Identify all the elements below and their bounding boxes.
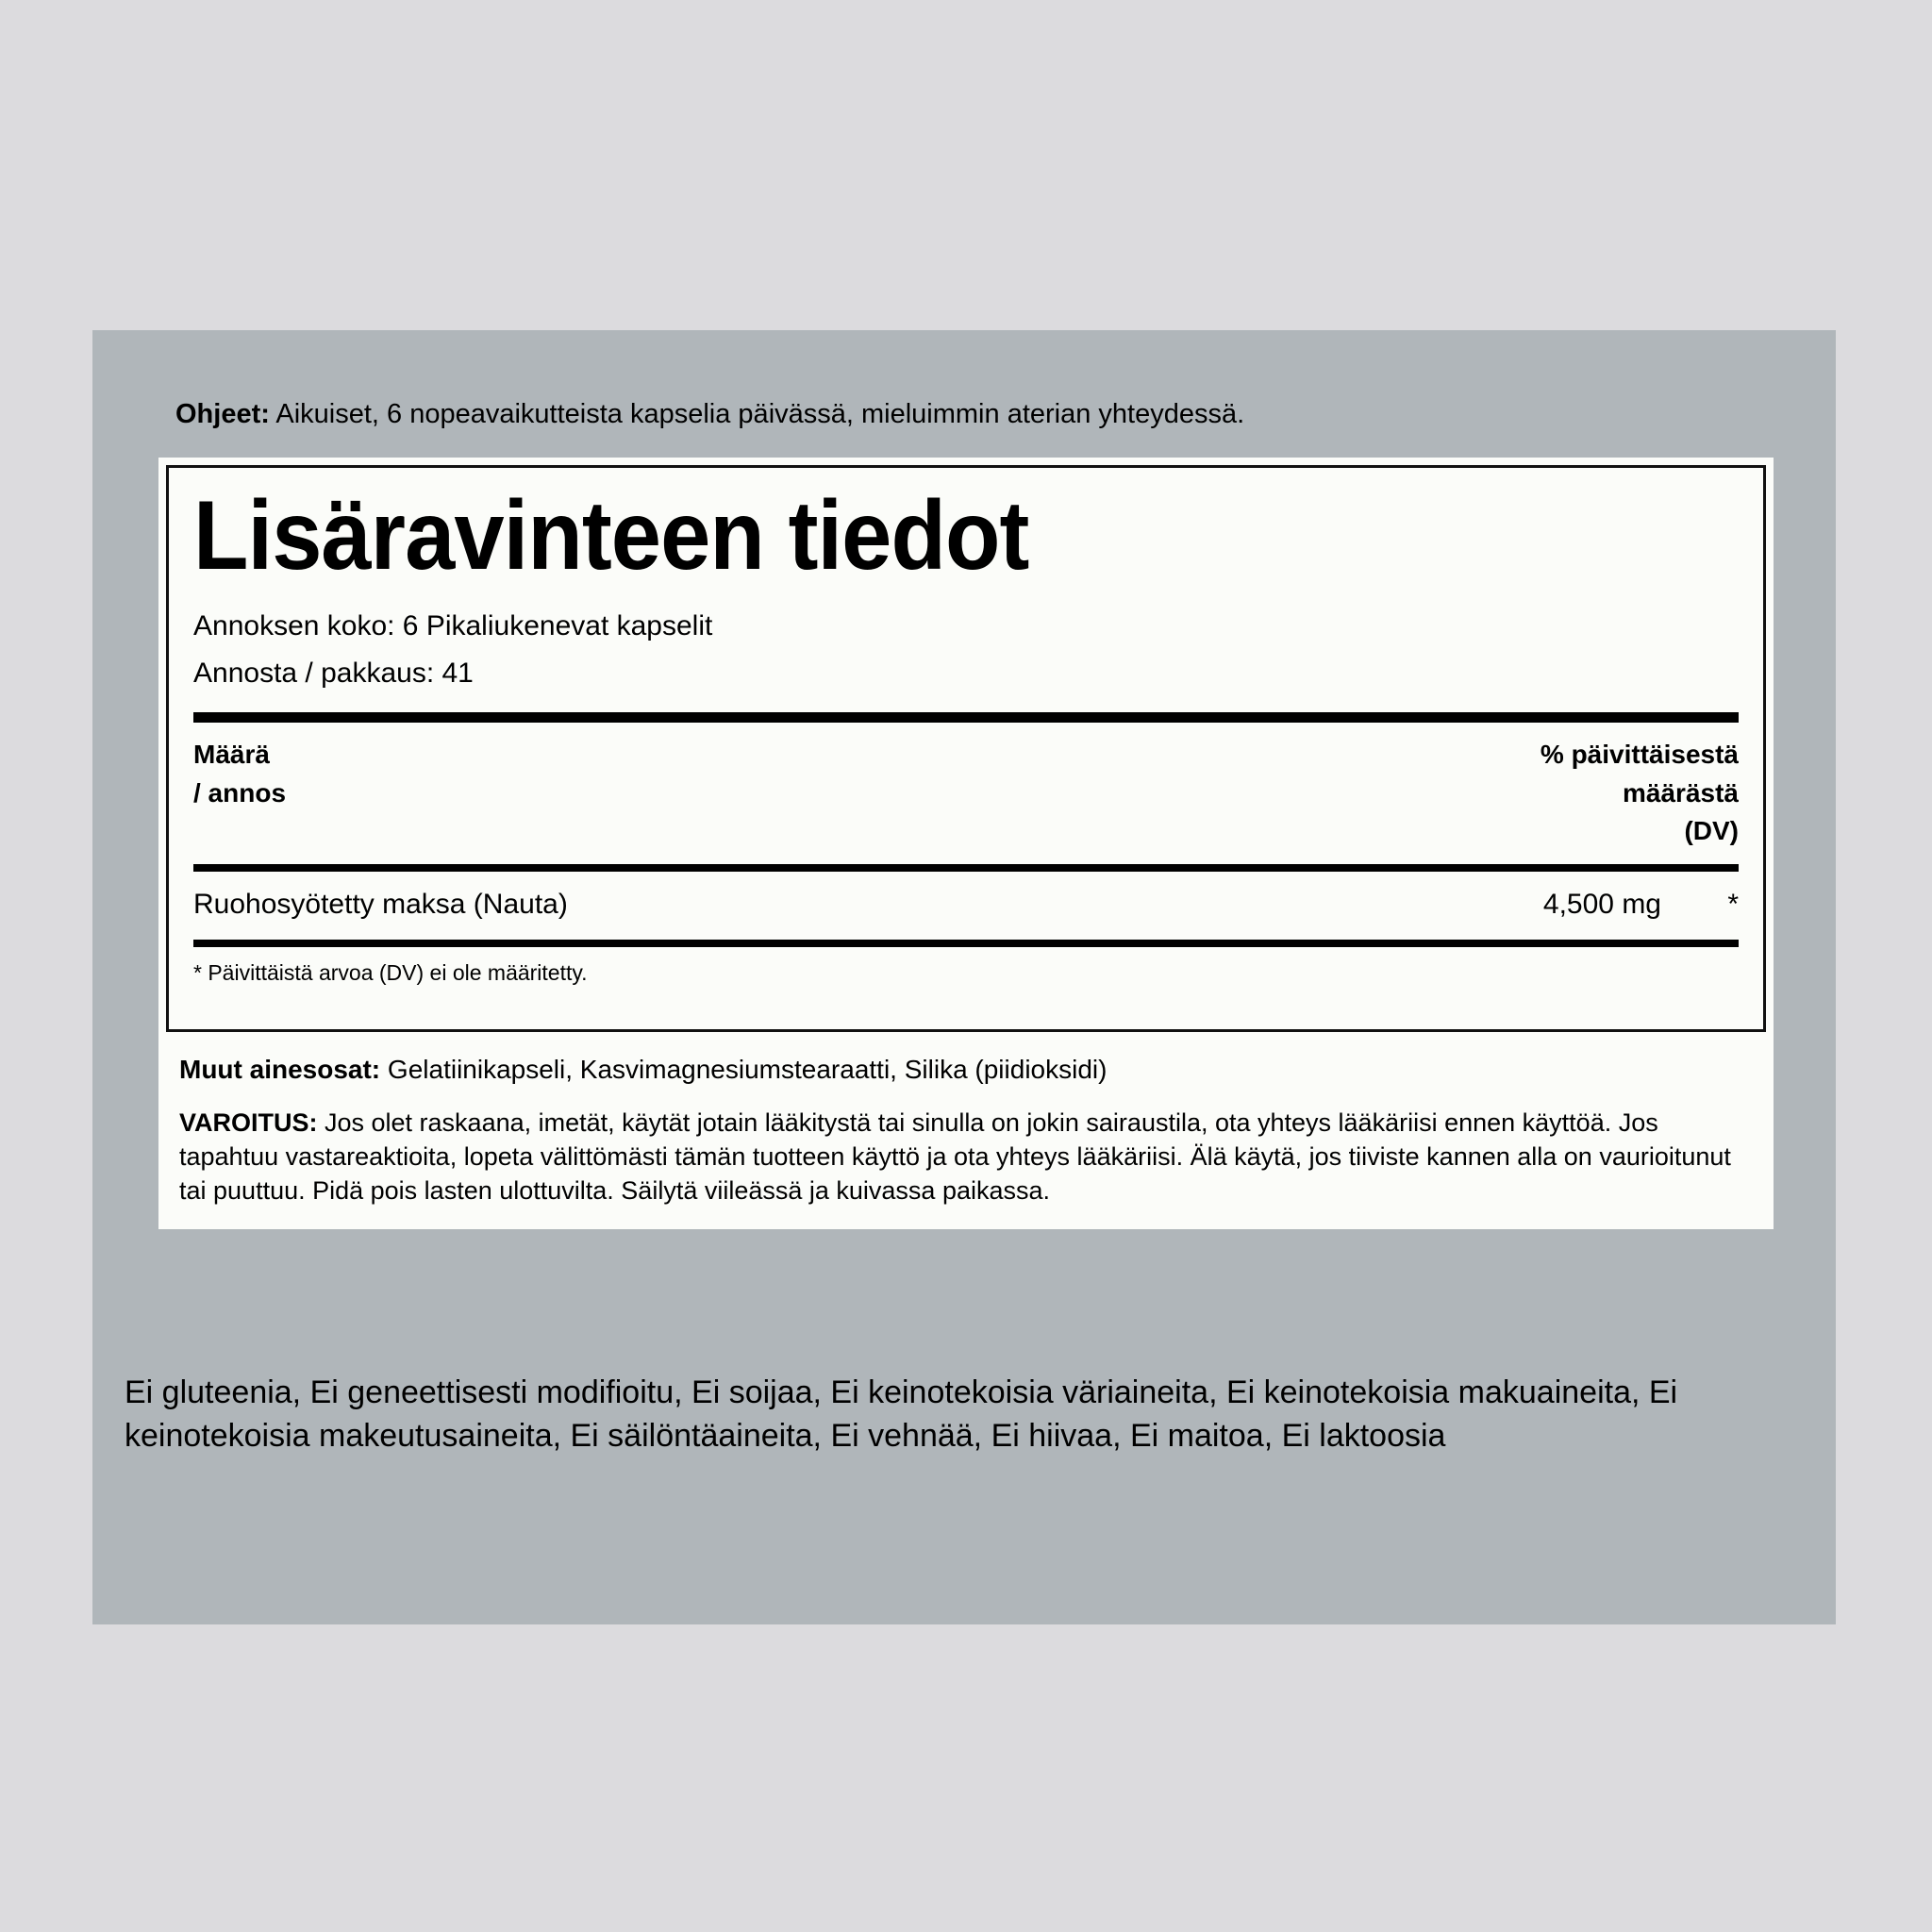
rule-below-nutrient-row: [193, 940, 1739, 947]
daily-value-header-line-2: määrästä: [1623, 777, 1739, 808]
daily-value-footnote: * Päivittäistä arvoa (DV) ei ole määritetty.: [193, 959, 588, 985]
other-ingredients-text: Gelatiinikapseli, Kasvimagnesiumstearaatti, Silika (piidioksidi): [380, 1054, 1108, 1084]
warning-text: [179, 1107, 1755, 1208]
supplement-facts-title: Lisäravinteen tiedot: [193, 481, 1029, 591]
amount-header-row: [193, 723, 1739, 864]
amount-per-serving-header: [193, 736, 286, 812]
amount-header-line-1: Määrä: [193, 740, 270, 770]
supplement-facts-panel: [158, 458, 1774, 1229]
supplement-facts-inner-box: [166, 465, 1766, 1032]
rule-above-amount-header: [193, 712, 1739, 723]
servings-per-container: Annosta / pakkaus: 41: [193, 658, 474, 690]
serving-size: Annoksen koko: 6 Pikaliukenevat kapselit: [193, 610, 713, 642]
supplement-label-card: [92, 330, 1836, 1624]
rule-below-amount-header: [193, 864, 1739, 872]
free-from-claims: Ei gluteenia, Ei geneettisesti modifioitu, Ei soijaa, Ei keinotekoisia väriaineita, Ei keinotekoisia makuaineita, Ei keinotekoisia makeutusaineita, Ei säilöntäaineita, Ei vehnää, Ei hiivaa, Ei maitoa, Ei laktoosia: [125, 1374, 1678, 1454]
directions-label: Ohjeet:: [175, 399, 270, 429]
other-ingredients: [179, 1053, 1755, 1086]
directions-text: Aikuiset, 6 nopeavaikutteista kapselia päivässä, mieluimmin aterian yhteydessä.: [269, 399, 1245, 429]
daily-value-header: [1541, 736, 1739, 851]
nutrient-daily-value: *: [1727, 888, 1739, 920]
directions-line: [175, 398, 1798, 431]
warning-label: VAROITUS:: [179, 1108, 318, 1137]
daily-value-header-line-3: (DV): [1684, 816, 1739, 846]
nutrient-amount: 4,500 mg: [1542, 888, 1661, 920]
table-row: [193, 872, 1739, 940]
daily-value-header-line-1: % päivittäisestä: [1540, 740, 1739, 770]
amount-header-line-2: / annos: [193, 777, 287, 808]
nutrient-name: Ruohosyötetty maksa (Nauta): [193, 888, 568, 920]
warning-body: Jos olet raskaana, imetät, käytät jotain lääkitystä tai sinulla on jokin sairaustila, ota yhteys lääkäriisi ennen käyttöä. Jos tapahtuu vastareaktioita, lopeta välittömästi tämän tuotteen käyttö ja ota yhteys lääkäriisi. Älä käytä, jos tiiviste kannen alla on vaurioitunut tai puuttuu. Pidä pois lasten ulottuvilta. Säilytä viileässä ja kuivassa paikassa.: [179, 1108, 1731, 1205]
other-ingredients-label: Muut ainesosat:: [179, 1054, 381, 1084]
panel-footer: [166, 1032, 1766, 1222]
